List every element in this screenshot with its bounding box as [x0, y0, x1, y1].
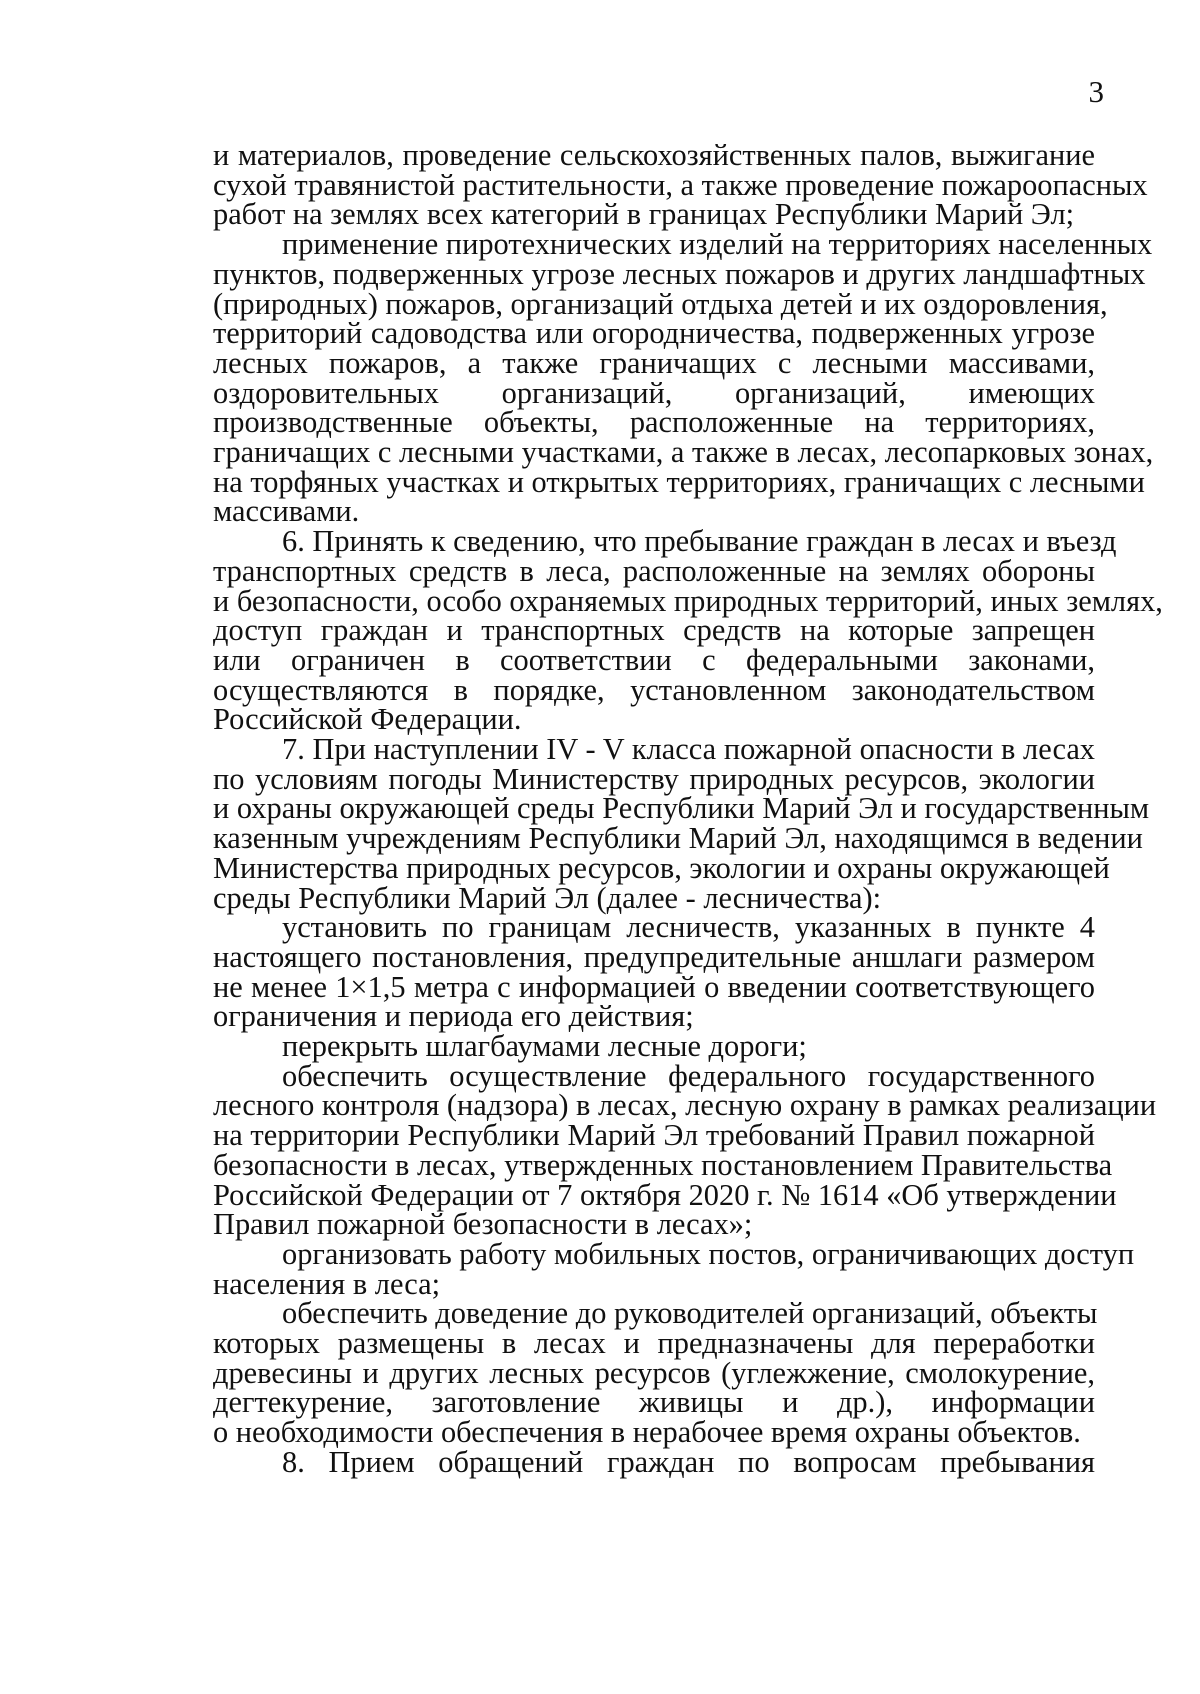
text-line: осуществляются в порядке, установленном законодательством	[213, 672, 1095, 707]
text-line: лесных пожаров, а также граничащих с лесными массивами,	[213, 345, 1095, 380]
text-line: установить по границам лесничеств, указанных в пункте 4	[282, 910, 1095, 945]
text-line: среды Республики Марий Эл (далее - лесничества):	[213, 880, 882, 915]
text-line: настоящего постановления, предупредительные аншлаги размером	[213, 939, 1095, 974]
text-line: производственные объекты, расположенные на территориях,	[213, 405, 1095, 440]
text-line: Министерства природных ресурсов, экологии и охраны окружающей	[213, 850, 1110, 885]
text-line: древесины и других лесных ресурсов (углежжение, смолокурение,	[213, 1355, 1095, 1390]
text-line: 7. При наступлении IV - V класса пожарной опасности в лесах	[282, 732, 1095, 766]
page-number: 3	[1088, 74, 1104, 109]
text-line: безопасности в лесах, утвержденных постановлением Правительства	[213, 1147, 1113, 1182]
text-line: перекрыть шлагбаумами лесные дороги;	[282, 1029, 807, 1063]
text-line: применение пиротехнических изделий на территориях населенных	[282, 227, 1153, 262]
text-line: казенным учреждениям Республики Марий Эл, находящимся в ведении	[213, 821, 1143, 856]
text-line: населения в леса;	[213, 1266, 441, 1301]
text-line: которых размещены в лесах и предназначены для переработки	[213, 1326, 1095, 1360]
text-line: оздоровительных организаций, организаций, имеющих	[213, 375, 1095, 410]
text-line: Правил пожарной безопасности в лесах»;	[213, 1207, 753, 1242]
text-line: по условиям погоды Министерству природных ресурсов, экологии	[213, 761, 1095, 796]
text-line: Российской Федерации.	[213, 702, 522, 737]
text-line: лесного контроля (надзора) в лесах, лесную охрану в рамках реализации	[213, 1088, 1157, 1123]
text-line: (природных) пожаров, организаций отдыха детей и их оздоровления,	[213, 286, 1108, 321]
text-line: обеспечить доведение до руководителей организаций, объекты	[282, 1296, 1098, 1331]
text-line: транспортных средств в леса, расположенные на землях обороны	[213, 553, 1095, 588]
text-line: дегтекурение, заготовление живицы и др.), информации	[213, 1385, 1095, 1420]
text-line: пунктов, подверженных угрозе лесных пожаров и других ландшафтных	[213, 256, 1146, 291]
text-line: массивами.	[213, 494, 360, 529]
text-line: на торфяных участках и открытых территориях, граничащих с лесными	[213, 464, 1145, 499]
text-line: обеспечить осуществление федерального государственного	[282, 1058, 1095, 1093]
text-line: сухой травянистой растительности, а также проведение пожароопасных	[213, 167, 1148, 202]
text-line: 8. Прием обращений граждан по вопросам пребывания	[282, 1444, 1095, 1479]
text-line: организовать работу мобильных постов, ограничивающих доступ	[282, 1236, 1135, 1271]
text-line: доступ граждан и транспортных средств на которые запрещен	[213, 613, 1095, 648]
text-line: на территории Республики Марий Эл требований Правил пожарной	[213, 1118, 1095, 1153]
text-line: и материалов, проведение сельскохозяйственных палов, выжигание	[213, 138, 1095, 172]
text-line: и безопасности, особо охраняемых природных территорий, иных землях,	[213, 583, 1163, 618]
text-line: о необходимости обеспечения в нерабочее время охраны объектов.	[213, 1415, 1081, 1450]
text-line: Российской Федерации от 7 октября 2020 г. № 1614 «Об утверждении	[213, 1177, 1117, 1212]
text-line: и охраны окружающей среды Республики Марий Эл и государственным	[213, 791, 1150, 826]
text-line: граничащих с лесными участками, а также в лесах, лесопарковых зонах,	[213, 435, 1154, 469]
text-line: ограничения и периода его действия;	[213, 999, 694, 1034]
text-line: не менее 1×1,5 метра с информацией о введении соответствующего	[213, 969, 1095, 1004]
text-line: или ограничен в соответствии с федеральными законами,	[213, 642, 1095, 677]
text-line: территорий садоводства или огородничества, подверженных угрозе	[213, 316, 1095, 351]
text-line: 6. Принять к сведению, что пребывание граждан в лесах и въезд	[282, 524, 1117, 559]
text-line: работ на землях всех категорий в границах Республики Марий Эл;	[213, 197, 1075, 232]
